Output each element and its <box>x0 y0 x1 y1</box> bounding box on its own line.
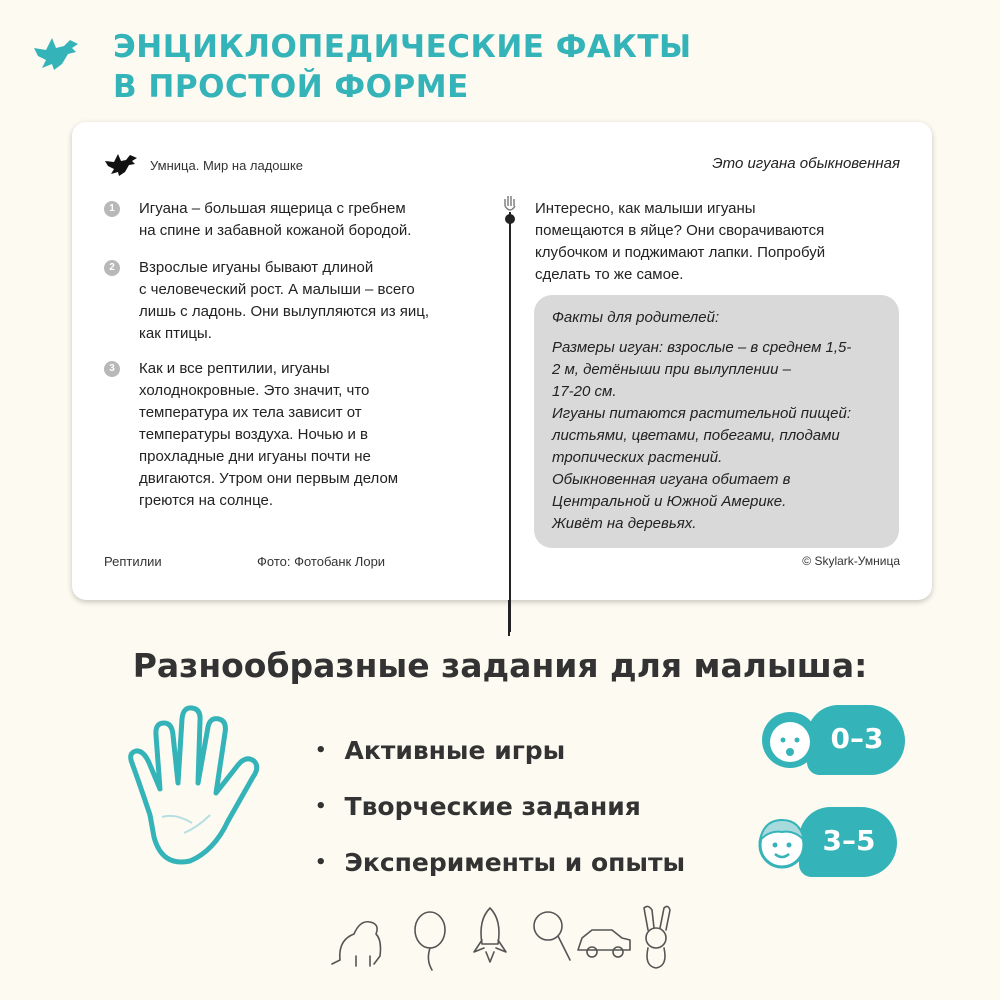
divider-dot <box>505 214 515 224</box>
child-face-icon <box>752 812 812 872</box>
car-icon <box>578 930 630 957</box>
footer-photo-credit: Фото: Фотобанк Лори <box>257 554 386 569</box>
age-label: 0–3 <box>830 722 884 755</box>
task-list <box>315 722 685 890</box>
bullet: • <box>315 851 327 873</box>
headline-line-2: В ПРОСТОЙ ФОРМЕ <box>113 69 469 105</box>
headline <box>113 27 692 107</box>
balloon-icon <box>415 912 445 970</box>
fact-text: Взрослые игуаны бывают длиной с человеческий рост. А малыши – всего лишь с ладонь. Они вылупляются из яиц, как птицы. <box>139 259 430 342</box>
fact-number: 1 <box>104 201 120 217</box>
task-label: Творческие задания <box>344 791 641 821</box>
footer-category: Рептилии <box>104 554 162 569</box>
age-label: 3–5 <box>822 824 876 857</box>
age-badge-0-3 <box>760 705 905 775</box>
page-title: Это игуана обыкновенная <box>712 155 900 172</box>
fact-number: 2 <box>104 260 120 276</box>
doodle-illustrations <box>330 900 690 980</box>
parents-facts-title: Факты для родителей: <box>552 309 720 326</box>
tasks-heading: Разнообразные задания для малыша: <box>132 646 868 685</box>
book-page-card <box>72 122 932 600</box>
footer-copyright: © Skylark-Умница <box>802 554 900 568</box>
fact-text: Игуана – большая ящерица с гребнем на спине и забавной кожаной бородой. <box>139 200 412 239</box>
small-hand-icon <box>502 194 518 214</box>
connector-line <box>508 600 510 636</box>
series-name: Умница. Мир на ладошке <box>150 158 304 173</box>
list-item <box>315 834 685 890</box>
parents-facts-box <box>534 295 899 548</box>
parents-facts-body: Размеры игуан: взрослые – в среднем 1,5- 2 м, детёныши при вылуплении – 17-20 см. Игуаны питаются растительной пищей: листьями, цветами, побегами, плодами тропических растений. Обыкновенная игуана обитает в Центральной и Южной Америке. Живёт на деревьях. <box>552 339 852 532</box>
magnifier-icon <box>534 912 570 960</box>
fact-text: Как и все рептилии, игуаны холоднокровные. Это значит, что температура их тела зависит от температуры воздуха. Ночью и в прохладные дни игуаны почти не двигаются. Утром они первым делом греются на солнце. <box>139 360 399 509</box>
list-item <box>315 778 685 834</box>
palm-hand-icon <box>110 705 280 885</box>
dinosaur-icon <box>332 922 381 966</box>
list-item <box>315 722 685 778</box>
baby-face-icon <box>760 710 820 770</box>
task-label: Активные игры <box>344 735 566 765</box>
task-label: Эксперименты и опыты <box>344 847 686 877</box>
bullet: • <box>315 795 327 817</box>
bird-icon <box>104 152 140 178</box>
rocket-icon <box>474 908 506 962</box>
fact-number: 3 <box>104 361 120 377</box>
page-divider-line <box>509 212 511 632</box>
age-badge-3-5 <box>752 807 897 877</box>
interesting-fact-text: Интересно, как малыши игуаны помещаются в яйце? Они сворачиваются клубочком и поджимают лапки. Попробуй сделать то же самое. <box>535 200 826 283</box>
bunny-icon <box>644 906 670 968</box>
bird-logo-icon <box>32 34 84 74</box>
bullet: • <box>315 739 327 761</box>
headline-line-1: ЭНЦИКЛОПЕДИЧЕСКИЕ ФАКТЫ <box>113 29 692 65</box>
